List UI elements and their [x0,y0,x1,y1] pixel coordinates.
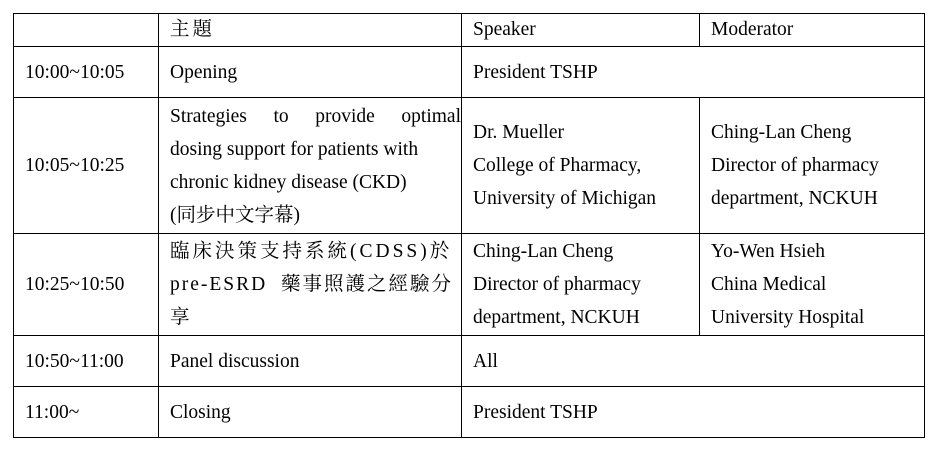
topic-cell [159,47,462,98]
topic-cell [159,234,462,336]
header-time-cell [14,14,159,47]
topic-line: Closing [170,401,231,423]
moderator-cell [700,234,925,336]
speaker-line: All [473,350,498,372]
speaker-cell [462,336,925,387]
table-row-opening [14,47,925,98]
agenda-table [13,13,925,438]
table-row-panel [14,336,925,387]
moderator-line: University Hospital [711,307,865,328]
moderator-line: Yo-Wen Hsieh [711,241,825,262]
table-row-closing [14,387,925,438]
table-row-cdss [14,234,925,336]
speaker-cell [462,47,925,98]
topic-cell [159,336,462,387]
speaker-cell [462,98,700,234]
topic-line: 臨床決策支持系統(CDSS)於 [170,241,453,262]
topic-line: Strategies to provide optimal [170,105,461,127]
topic-line: (同步中文字幕) [170,204,300,226]
header-speaker-cell: Speaker [462,14,700,47]
moderator-line: department, NCKUH [711,188,878,209]
time-cell: 10:25~10:50 [14,234,159,336]
speaker-line: President TSHP [473,401,598,423]
speaker-line: University of Michigan [473,188,657,209]
time-cell: 10:50~11:00 [14,336,159,387]
topic-cell [159,98,462,234]
speaker-line: Dr. Mueller [473,122,564,143]
topic-line: Opening [170,61,238,83]
speaker-cell [462,234,700,336]
topic-line: chronic kidney disease (CKD) [170,171,407,193]
speaker-line: department, NCKUH [473,307,640,328]
moderator-cell [700,98,925,234]
time-cell: 10:00~10:05 [14,47,159,98]
moderator-line: Ching-Lan Cheng [711,122,852,143]
topic-line: pre-ESRD 藥事照護之經驗分 [170,274,453,295]
header-topic-cell: 主題 [159,14,462,47]
speaker-line: President TSHP [473,61,598,83]
speaker-cell [462,387,925,438]
speaker-line: Director of pharmacy [473,274,641,295]
table-row-strategies [14,98,925,234]
speaker-line: College of Pharmacy, [473,155,642,176]
topic-line: dosing support for patients with [170,138,419,160]
moderator-line: China Medical [711,274,827,295]
topic-cell [159,387,462,438]
header-row [14,14,925,47]
time-cell: 11:00~ [14,387,159,438]
moderator-line: Director of pharmacy [711,155,879,176]
time-cell: 10:05~10:25 [14,98,159,234]
header-moderator-cell: Moderator [700,14,925,47]
speaker-line: Ching-Lan Cheng [473,241,614,262]
topic-line: 享 [170,307,193,328]
topic-line: Panel discussion [170,350,300,372]
